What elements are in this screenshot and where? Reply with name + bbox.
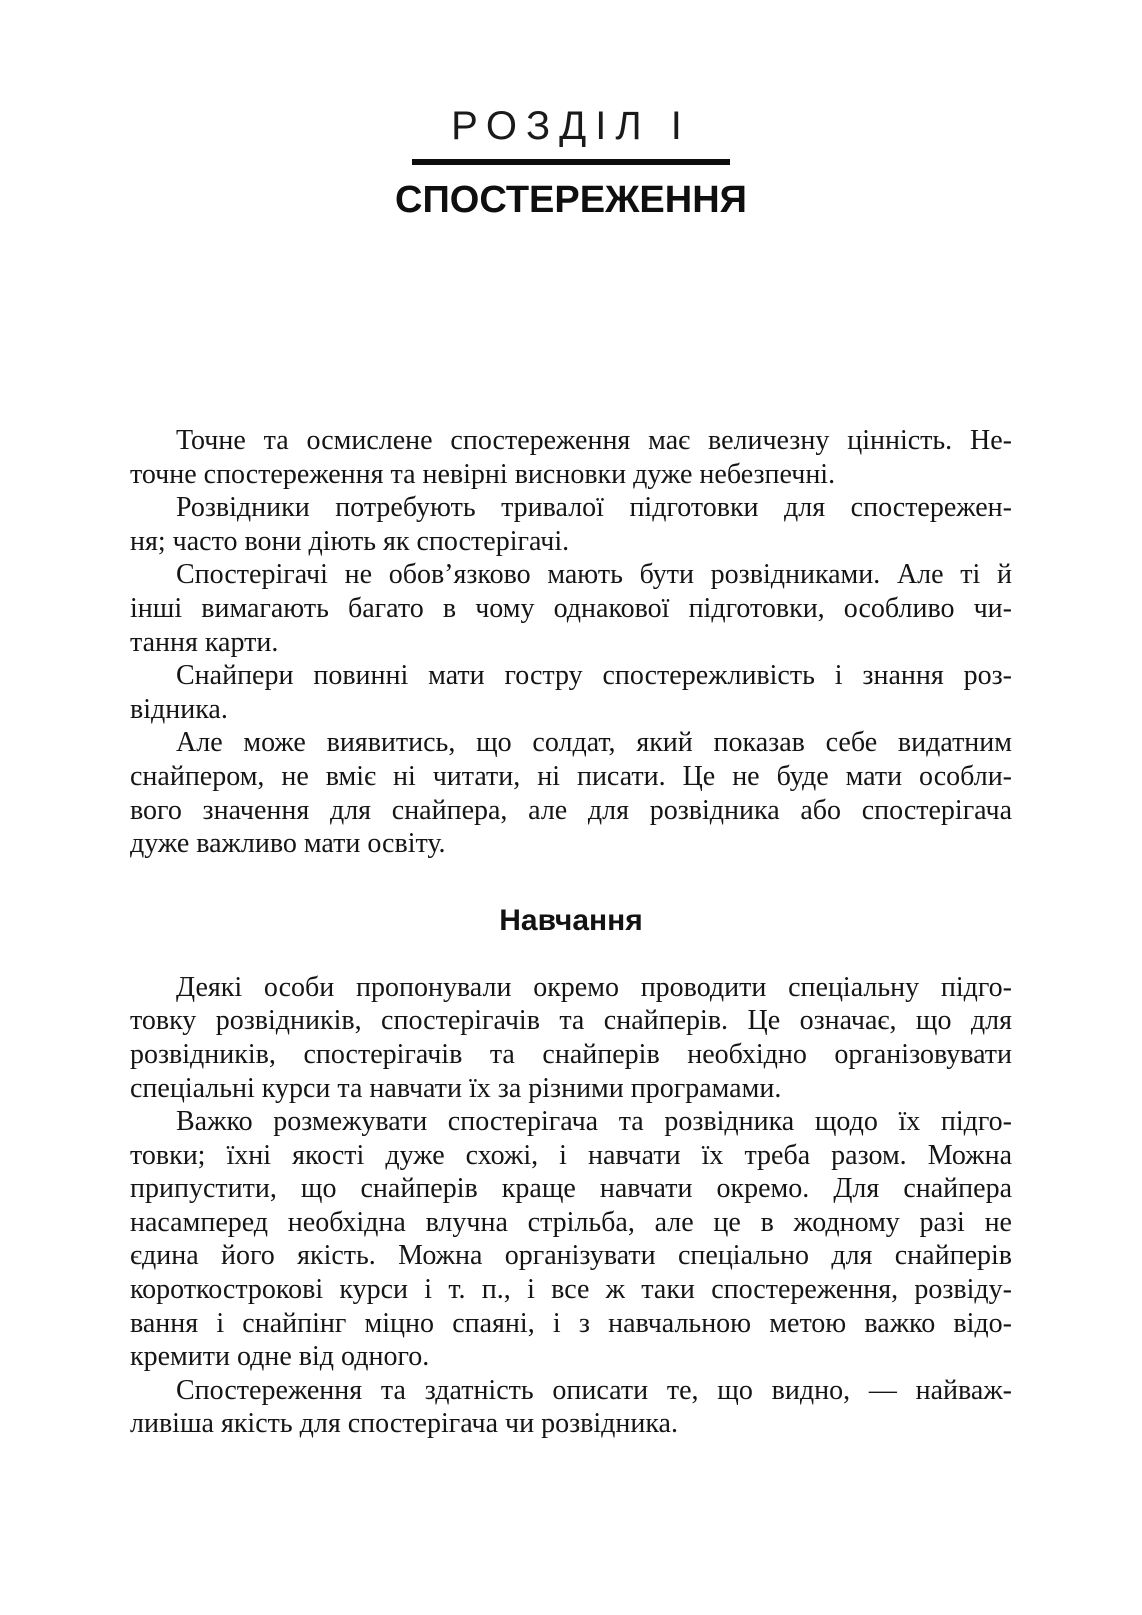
text-line: припустити, що снайперів краще навчати окремо. Для снайпера xyxy=(130,1173,1012,1205)
text-line: Важко розмежувати спостерігача та розвідника щодо їх підго- xyxy=(176,1106,1012,1138)
text-line: спеціальні курси та навчати їх за різними програмами. xyxy=(130,1072,782,1104)
chapter-label: РОЗДІЛ І xyxy=(451,104,691,148)
paragraph xyxy=(130,971,1012,1105)
text-line: Спостерігачі не обов’язково мають бути розвідниками. Але ті й xyxy=(176,559,1012,591)
text-line: інші вимагають багато в чому однакової підготовки, особливо чи- xyxy=(130,592,1012,624)
text-line: товки; їхні якості дуже схожі, і навчати їх треба разом. Можна xyxy=(130,1139,1012,1171)
chapter-rule xyxy=(412,159,730,165)
text-line: Снайпери повинні мати гостру спостережливість і знання роз- xyxy=(176,660,1012,692)
text-line: точне спостереження та невірні висновки дуже небезпечні. xyxy=(130,458,836,490)
text-line: розвідників, спостерігачів та снайперів необхідно організовувати xyxy=(130,1038,1012,1070)
chapter-title: СПОСТЕРЕЖЕННЯ xyxy=(395,179,747,221)
text-line: снайпером, не вміє ні читати, ні писати. Це не буде мати особли- xyxy=(130,760,1012,792)
text-line: відника. xyxy=(130,693,228,725)
text-line: Точне та осмислене спостереження має величезну цінність. Не- xyxy=(176,425,1012,456)
text-line: кремити одне від одного. xyxy=(130,1341,430,1373)
text-line: ливіша якість для спостерігача чи розвідника. xyxy=(130,1408,678,1440)
text-line: вання і снайпінг міцно спаяні, і з навчальною метою важко відо- xyxy=(130,1307,1012,1339)
paragraph xyxy=(130,491,1012,558)
text-line: ня; часто вони діють як спостерігачі. xyxy=(130,525,570,557)
text-line: тання карти. xyxy=(130,626,279,658)
paragraph xyxy=(130,1374,1012,1441)
text-line: вого значення для снайпера, але для розвідника або спостерігача xyxy=(130,794,1012,826)
paragraph xyxy=(130,659,1012,726)
text-line: Деякі особи пропонували окремо проводити спеціальну підго- xyxy=(176,971,1012,1003)
paragraph xyxy=(130,1105,1012,1374)
text-line: Розвідники потребують тривалої підготовки для спостережен- xyxy=(176,492,1012,524)
chapter-head xyxy=(0,0,1142,219)
training-paragraphs xyxy=(130,971,1012,1441)
text-line: насамперед необхідна влучна стрільба, але це в жодному разі не xyxy=(130,1206,1012,1238)
text-line: дуже важливо мати освіту. xyxy=(130,828,446,860)
paragraph xyxy=(130,726,1012,860)
text-line: єдина його якість. Можна організувати спеціально для снайперів xyxy=(130,1240,1012,1272)
text-line: товку розвідників, спостерігачів та снайперів. Це означає, що для xyxy=(130,1005,1012,1037)
text-column xyxy=(130,424,1012,1441)
paragraph xyxy=(130,424,1012,491)
paragraph xyxy=(130,558,1012,659)
intro-paragraphs xyxy=(130,424,1012,861)
text-line: Але може виявитись, що солдат, який показав себе видатним xyxy=(176,727,1012,759)
text-line: Спостереження та здатність описати те, що видно, — найваж- xyxy=(176,1374,1012,1406)
section-heading: Навчання xyxy=(499,903,643,937)
text-line: короткострокові курси і т. п., і все ж таки спостереження, розвіду- xyxy=(130,1274,1012,1306)
